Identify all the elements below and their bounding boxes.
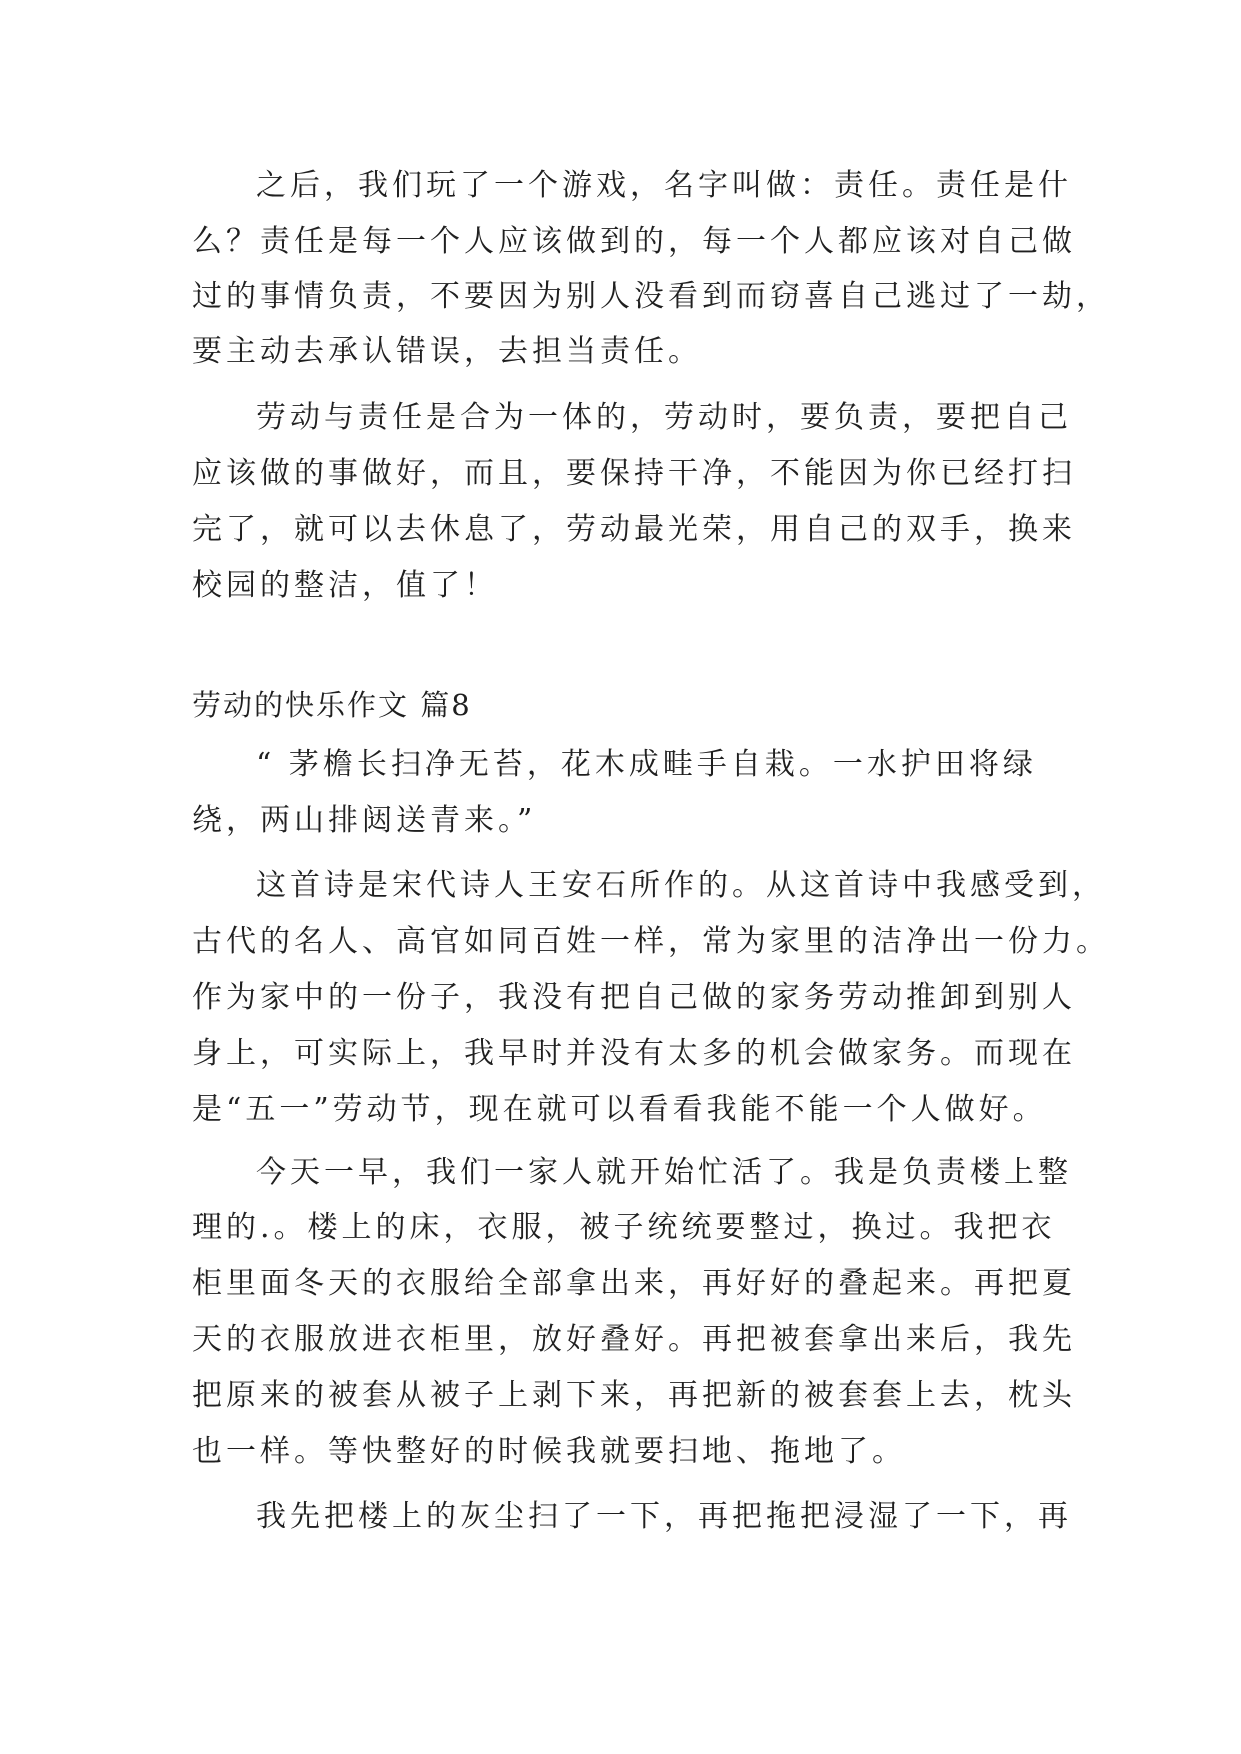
paragraph-1-line-3: 过的事情负责，不要因为别人没看到而窃喜自己逃过了一劫，: [192, 279, 1110, 314]
paragraph-4-line-1: 今天一早，我们一家人就开始忙活了。我是负责楼上整: [256, 1155, 1072, 1190]
paragraph-3-line-3: 作为家中的一份子，我没有把自己做的家务劳动推卸到别人: [192, 980, 1076, 1015]
paragraph-4-line-5: 把原来的被套从被子上剥下来，再把新的被套套上去，枕头: [192, 1378, 1076, 1413]
paragraph-4-line-6: 也一样。等快整好的时候我就要扫地、拖地了。: [192, 1434, 906, 1469]
paragraph-2-line-4: 校园的整洁，值了！: [192, 568, 498, 603]
paragraph-3-line-2: 古代的名人、高官如同百姓一样，常为家里的洁净出一份力。: [192, 924, 1110, 959]
paragraph-2-line-2: 应该做的事做好，而且，要保持干净，不能因为你已经打扫: [192, 456, 1076, 491]
paragraph-4-line-3: 柜里面冬天的衣服给全部拿出来，再好好的叠起来。再把夏: [192, 1266, 1076, 1301]
paragraph-1-line-4: 要主动去承认错误，去担当责任。: [192, 334, 702, 369]
paragraph-3-line-5: 是“五一”劳动节，现在就可以看看我能不能一个人做好。: [192, 1092, 1047, 1127]
section-title: 劳动的快乐作文 篇8: [192, 688, 472, 722]
paragraph-2-line-3: 完了，就可以去休息了，劳动最光荣，用自己的双手，换来: [192, 512, 1076, 547]
paragraph-2-line-1: 劳动与责任是合为一体的，劳动时，要负责，要把自己: [256, 400, 1072, 435]
paragraph-3-line-4: 身上，可实际上，我早时并没有太多的机会做家务。而现在: [192, 1036, 1076, 1071]
paragraph-3-line-1: 这首诗是宋代诗人王安石所作的。从这首诗中我感受到，: [256, 868, 1106, 903]
paragraph-4-line-2: 理的.。楼上的床，衣服，被子统统要整过，换过。我把衣: [192, 1210, 1056, 1245]
paragraph-1-line-2: 么？责任是每一个人应该做到的，每一个人都应该对自己做: [192, 224, 1076, 259]
poem-line-1: “ 茅檐长扫净无苔，花木成畦手自栽。一水护田将绿: [256, 747, 1037, 782]
paragraph-4-line-4: 天的衣服放进衣柜里，放好叠好。再把被套拿出来后，我先: [192, 1322, 1076, 1357]
paragraph-5-line-1: 我先把楼上的灰尘扫了一下，再把拖把浸湿了一下，再: [256, 1499, 1072, 1534]
paragraph-1-line-1: 之后，我们玩了一个游戏，名字叫做：责任。责任是什: [256, 168, 1072, 203]
poem-line-2: 绕，两山排闼送青来。”: [192, 803, 537, 838]
